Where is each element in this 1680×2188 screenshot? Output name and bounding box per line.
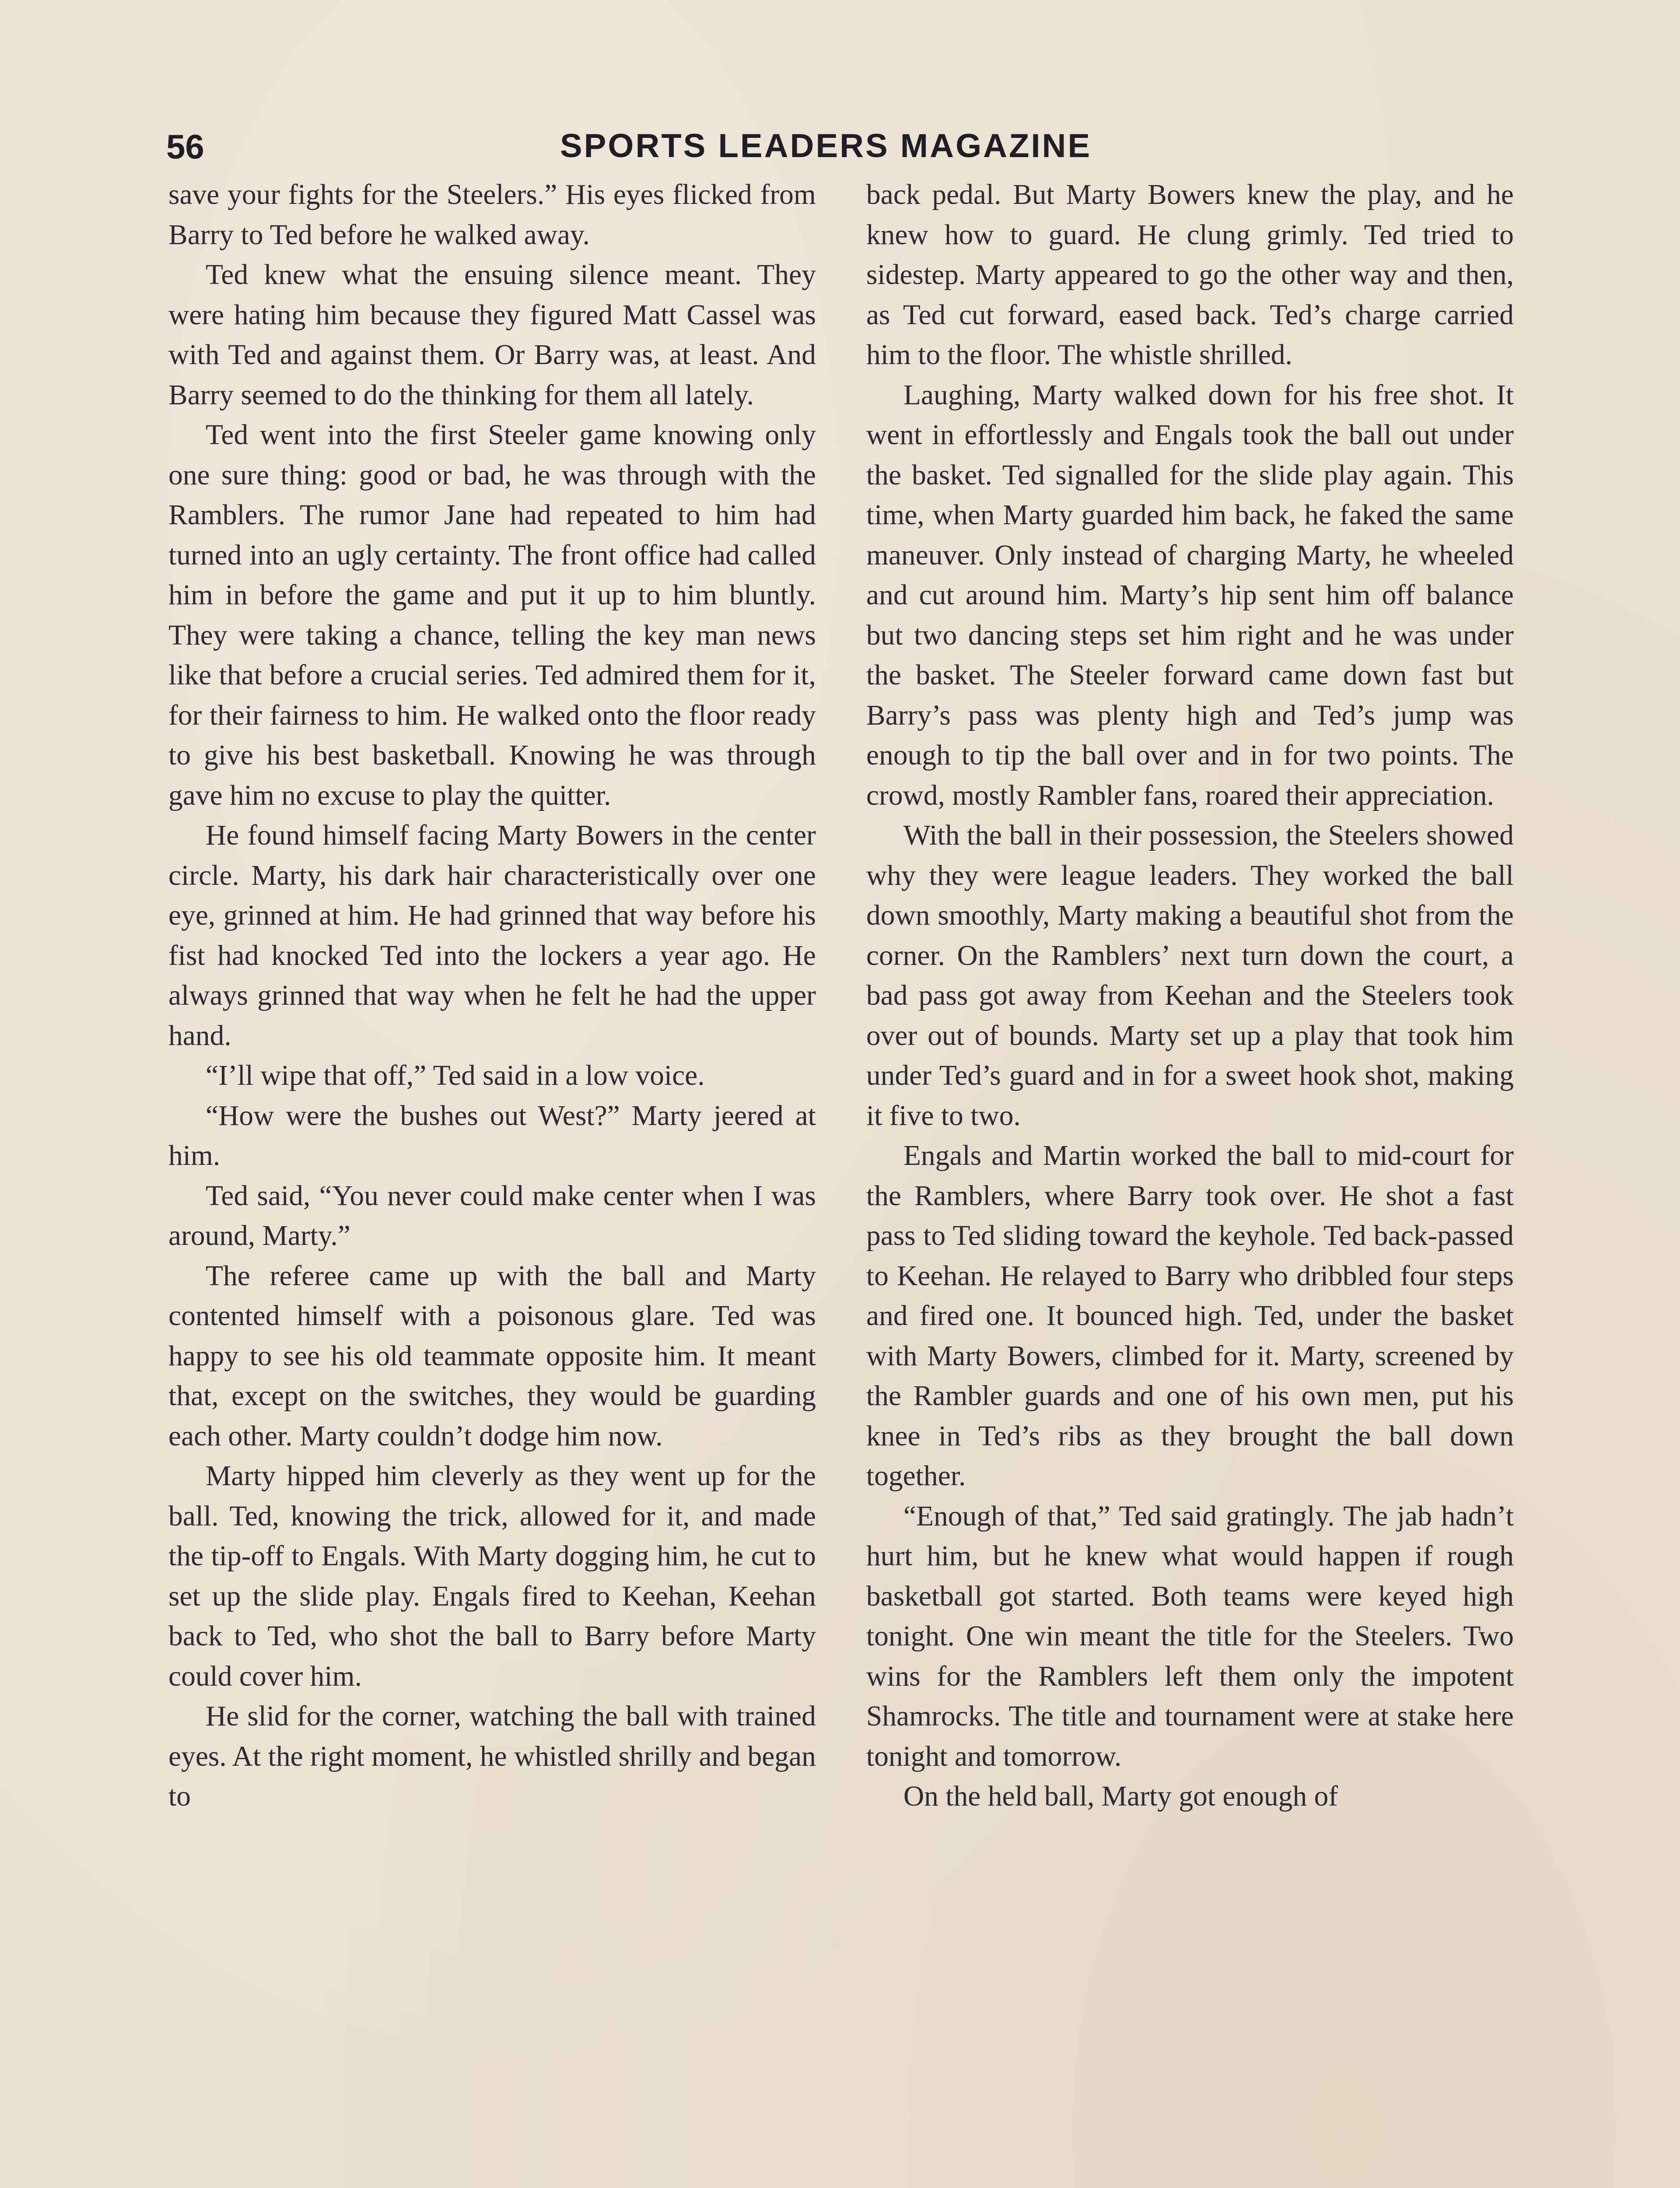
paragraph: “I’ll wipe that off,” Ted said in a low voice. xyxy=(206,1060,705,1091)
page-number: 56 xyxy=(166,127,204,166)
left-column xyxy=(168,175,816,1817)
paragraph: “How were the bushes out West?” Marty jeered at him. xyxy=(168,1100,816,1171)
paragraph: He found himself facing Marty Bowers in the center circle. Marty, his dark hair characteristically over one eye, grinned at him. He had grinned that way before his fist had knocked Ted into the lockers a year ago. He always grinned that way when he felt he had the upper hand. xyxy=(168,820,816,1052)
paragraph: He slid for the corner, watching the ball with trained eyes. At the right moment, he whistled shrilly and began to xyxy=(168,1701,816,1812)
paragraph: On the held ball, Marty got enough of xyxy=(903,1781,1338,1812)
paragraph: save your fights for the Steelers.” His eyes flicked from Barry to Ted before he walked away. xyxy=(168,179,816,251)
paragraph: Engals and Martin worked the ball to mid-court for the Ramblers, where Barry took over. He shot a fast pass to Ted sliding toward the keyhole. Ted back-passed to Keehan. He relayed to Barry who dribbled four steps and fired one. It bounced high. Ted, under the basket with Marty Bowers, climbed for it. Marty, screened by the Rambler guards and one of his own men, put his knee in Ted’s ribs as they brought the ball down together. xyxy=(866,1140,1514,1492)
paragraph: Ted knew what the ensuing silence meant. They were hating him because they figured Matt Cassel was with Ted and against them. Or Barry was, at least. And Barry seemed to do the thinking for them all lately. xyxy=(168,259,816,411)
paragraph: With the ball in their possession, the Steelers showed why they were league leaders. They worked the ball down smoothly, Marty making a beautiful shot from the corner. On the Ramblers’ next turn down the court, a bad pass got away from Keehan and the Steelers took over out of bounds. Marty set up a play that took him under Ted’s guard and in for a sweet hook shot, making it five to two. xyxy=(866,820,1514,1132)
paragraph: “Enough of that,” Ted said gratingly. The jab hadn’t hurt him, but he knew what would happen if rough basketball got started. Both teams were keyed high tonight. One win meant the title for the Steelers. Two wins for the Ramblers left them only the impotent Shamrocks. The title and tournament were at stake here tonight and tomorrow. xyxy=(866,1500,1514,1772)
magazine-title: SPORTS LEADERS MAGAZINE xyxy=(560,127,1092,165)
paragraph: back pedal. But Marty Bowers knew the play, and he knew how to guard. He clung grimly. Ted tried to sidestep. Marty appeared to go the other way and then, as Ted cut forward, eased back. Ted’s charge carried him to the floor. The whistle shrilled. xyxy=(866,179,1514,371)
right-column xyxy=(866,175,1514,1817)
paragraph: Marty hipped him cleverly as they went up for the ball. Ted, knowing the trick, allowed for it, and made the tip-off to Engals. With Marty dogging him, he cut to set up the slide play. Engals fired to Keehan, Keehan back to Ted, who shot the ball to Barry before Marty could cover him. xyxy=(168,1460,816,1692)
page-header xyxy=(166,127,1522,175)
paragraph: Laughing, Marty walked down for his free shot. It went in effortlessly and Engals took the ball out under the basket. Ted signalled for the slide play again. This time, when Marty guarded him back, he faked the same maneuver. Only instead of charging Marty, he wheeled and cut around him. Marty’s hip sent him off balance but two dancing steps set him right and he was under the basket. The Steeler forward came down fast but Barry’s pass was plenty high and Ted’s jump was enough to tip the ball over and in for two points. The crowd, mostly Rambler fans, roared their appreciation. xyxy=(866,379,1514,811)
paragraph: The referee came up with the ball and Marty contented himself with a poisonous glare. Ted was happy to see his old teammate opposite him. It meant that, except on the switches, they would be guarding each other. Marty couldn’t dodge him now. xyxy=(168,1260,816,1452)
paragraph: Ted went into the first Steeler game knowing only one sure thing: good or bad, he was through with the Ramblers. The rumor Jane had repeated to him had turned into an ugly certainty. The front office had called him in before the game and put it up to him bluntly. They were taking a chance, telling the key man news like that before a crucial series. Ted admired them for it, for their fairness to him. He walked onto the floor ready to give his best basketball. Knowing he was through gave him no excuse to play the quitter. xyxy=(168,419,816,811)
paragraph: Ted said, “You never could make center when I was around, Marty.” xyxy=(168,1180,816,1252)
